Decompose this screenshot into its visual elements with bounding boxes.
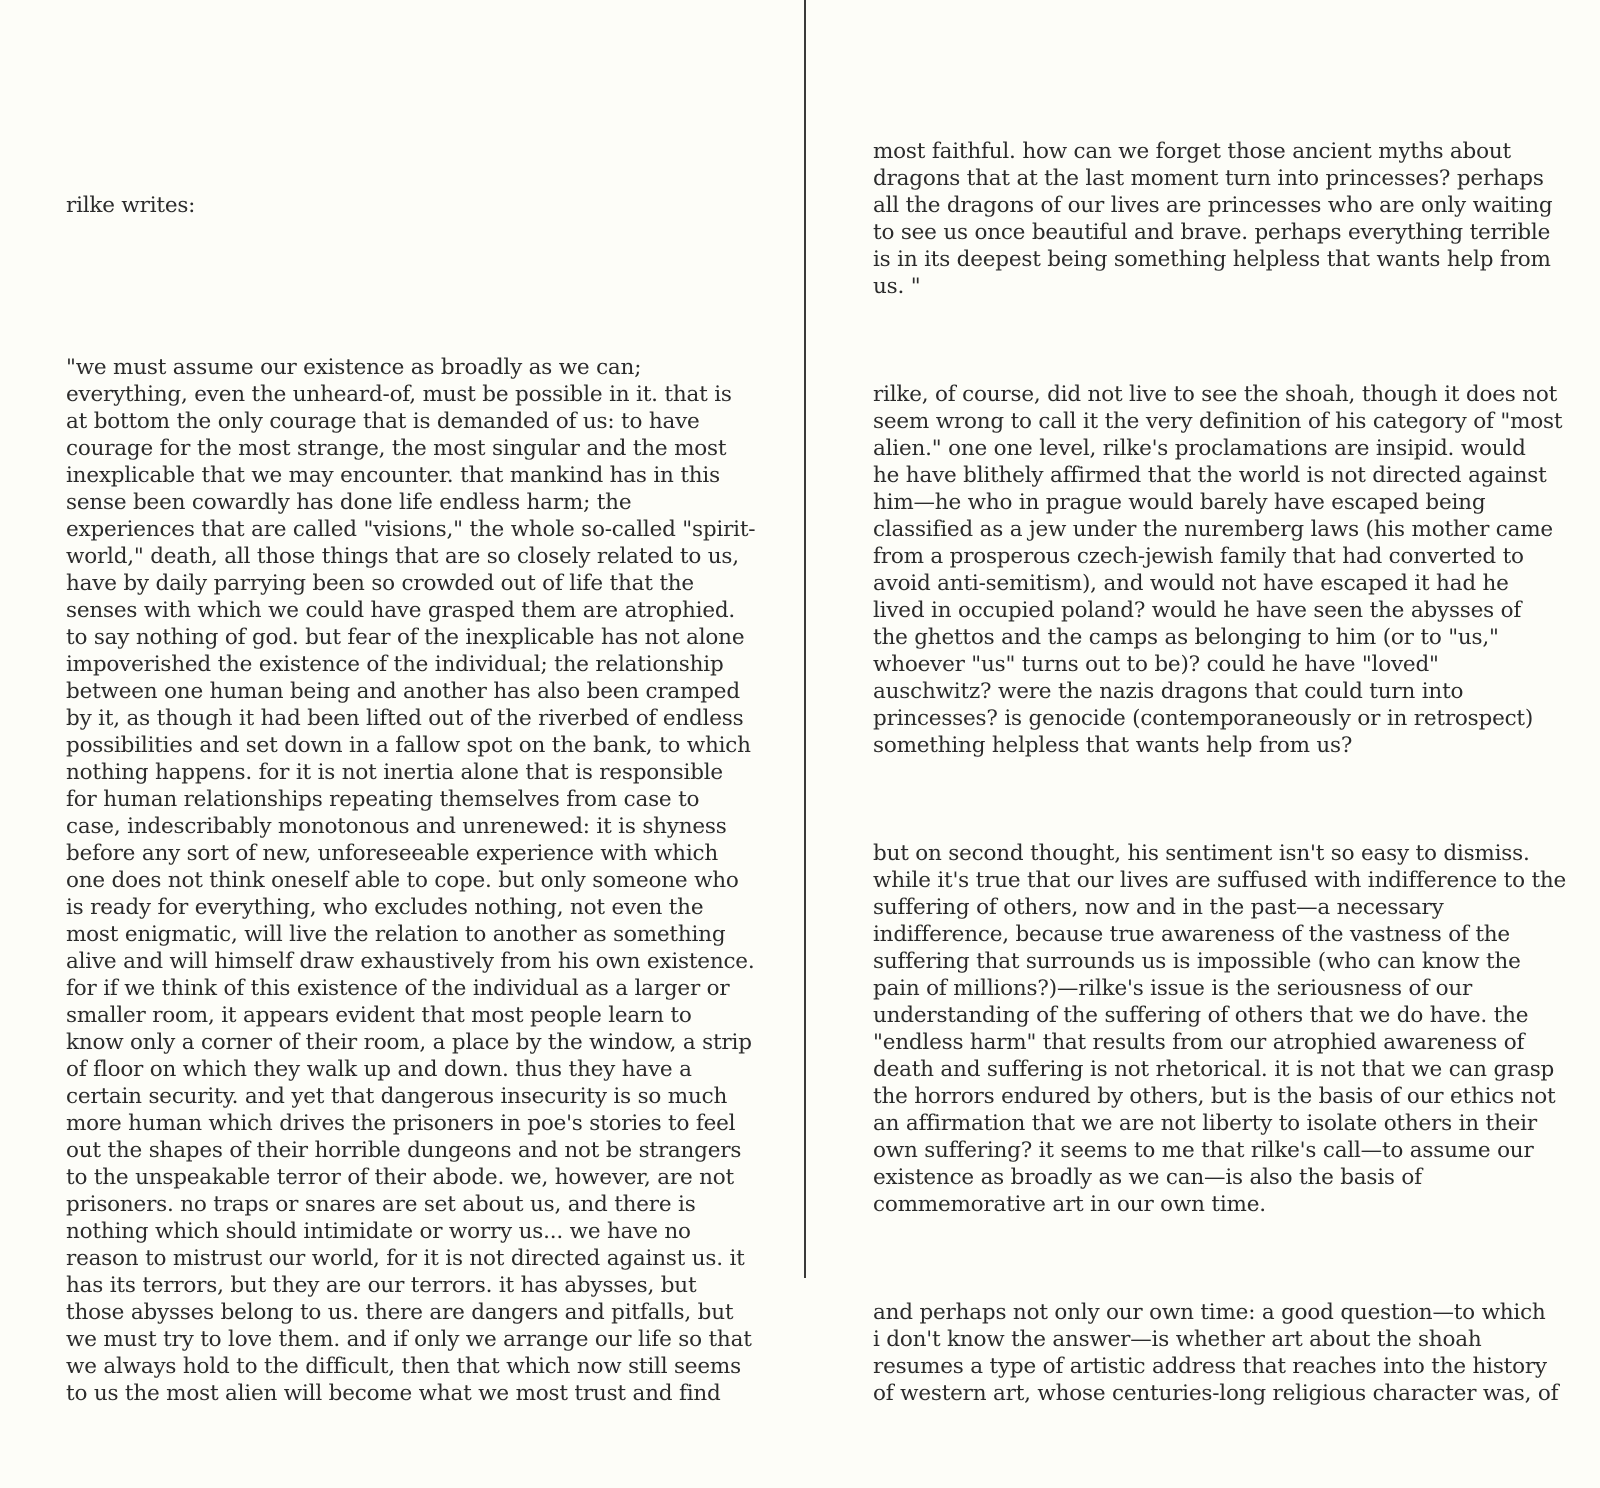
text-line: senses with which we could have grasped them are atrophied. bbox=[66, 598, 736, 623]
text-line: pain of millions?)—rilke's issue is the seriousness of our bbox=[873, 976, 1473, 1001]
text-line: he have blithely affirmed that the world is not directed against bbox=[873, 463, 1547, 488]
text-line: smaller room, it appears evident that most people learn to bbox=[66, 1003, 692, 1028]
text-line: suffering of others, now and in the past—a necessary bbox=[873, 895, 1444, 920]
text-line: has its terrors, but they are our terrors. it has abysses, but bbox=[66, 1273, 697, 1298]
text-line: to the unspeakable terror of their abode. we, however, are not bbox=[66, 1165, 734, 1190]
right-page bbox=[808, 0, 1600, 1406]
text-line: something helpless that wants help from us? bbox=[873, 733, 1353, 758]
text-line: those abysses belong to us. there are dangers and pitfalls, but bbox=[66, 1300, 734, 1325]
text-line: but on second thought, his sentiment isn't so easy to dismiss. bbox=[873, 841, 1530, 866]
text-line: us. " bbox=[873, 274, 921, 299]
text-line: nothing which should intimidate or worry us... we have no bbox=[66, 1219, 691, 1244]
text-line: at bottom the only courage that is demanded of us: to have bbox=[66, 409, 700, 434]
text-line: commemorative art in our own time. bbox=[873, 1192, 1266, 1217]
paragraph-1 bbox=[873, 138, 1583, 300]
text-line: all the dragons of our lives are princesses who are only waiting bbox=[873, 193, 1553, 218]
text-line: him—he who in prague would barely have escaped being bbox=[873, 490, 1486, 515]
text-line: nothing happens. for it is not inertia alone that is responsible bbox=[66, 760, 723, 785]
text-line: princesses? is genocide (contemporaneously or in retrospect) bbox=[873, 706, 1534, 731]
text-line: before any sort of new, unforeseeable experience with which bbox=[66, 841, 718, 866]
text-line: is ready for everything, who excludes nothing, not even the bbox=[66, 895, 704, 920]
text-line: and perhaps not only our own time: a good question—to which bbox=[873, 1300, 1546, 1325]
paragraph-3 bbox=[873, 840, 1583, 1218]
text-line: more human which drives the prisoners in poe's stories to feel bbox=[66, 1111, 736, 1136]
text-line: impoverished the existence of the individual; the relationship bbox=[66, 652, 724, 677]
text-line: prisoners. no traps or snares are set about us, and there is bbox=[66, 1192, 696, 1217]
text-line: understanding of the suffering of others that we do have. the bbox=[873, 1003, 1529, 1028]
text-line: while it's true that our lives are suffused with indifference to the bbox=[873, 868, 1567, 893]
text-line: we always hold to the difficult, then that which now still seems bbox=[66, 1354, 741, 1379]
text-line: everything, even the unheard-of, must be possible in it. that is bbox=[66, 382, 732, 407]
heading bbox=[66, 138, 786, 273]
text-line: the ghettos and the camps as belonging to him (or to "us," bbox=[873, 625, 1499, 650]
text-line: "endless harm" that results from our atrophied awareness of bbox=[873, 1030, 1525, 1055]
text-line: whoever "us" turns out to be)? could he have "loved" bbox=[873, 652, 1439, 677]
left-page bbox=[0, 0, 805, 1406]
text-line: is in its deepest being something helpless that wants help from bbox=[873, 247, 1551, 272]
text-line: most enigmatic, will live the relation to another as something bbox=[66, 922, 726, 947]
text-line: existence as broadly as we can—is also the basis of bbox=[873, 1165, 1422, 1190]
text-line: know only a corner of their room, a place by the window, a strip bbox=[66, 1030, 752, 1055]
text-line: reason to mistrust our world, for it is not directed against us. it bbox=[66, 1246, 745, 1271]
paragraph-4 bbox=[873, 1299, 1583, 1407]
text-line: of western art, whose centuries-long religious character was, of bbox=[873, 1381, 1559, 1406]
paragraph-2 bbox=[873, 381, 1583, 759]
text-line: for if we think of this existence of the individual as a larger or bbox=[66, 976, 730, 1001]
text-line: experiences that are called "visions," the whole so-called "spirit- bbox=[66, 517, 756, 542]
text-line: of floor on which they walk up and down. thus they have a bbox=[66, 1057, 692, 1082]
text-line: case, indescribably monotonous and unrenewed: it is shyness bbox=[66, 814, 727, 839]
quote-paragraph bbox=[66, 354, 786, 1407]
text-line: possibilities and set down in a fallow spot on the bank, to which bbox=[66, 733, 751, 758]
text-line: sense been cowardly has done life endless harm; the bbox=[66, 490, 632, 515]
text-line: "we must assume our existence as broadly as we can; bbox=[66, 355, 642, 380]
text-line: between one human being and another has also been cramped bbox=[66, 679, 740, 704]
text-line: courage for the most strange, the most singular and the most bbox=[66, 436, 727, 461]
text-line: we must try to love them. and if only we arrange our life so that bbox=[66, 1327, 752, 1352]
text-line: from a prosperous czech-jewish family that had converted to bbox=[873, 544, 1524, 569]
text-line: to say nothing of god. but fear of the inexplicable has not alone bbox=[66, 625, 745, 650]
text-line: alien." one one level, rilke's proclamations are insipid. would bbox=[873, 436, 1526, 461]
text-line: lived in occupied poland? would he have seen the abysses of bbox=[873, 598, 1522, 623]
text-line: by it, as though it had been lifted out of the riverbed of endless bbox=[66, 706, 744, 731]
text-line: alive and will himself draw exhaustively from his own existence. bbox=[66, 949, 755, 974]
text-line: one does not think oneself able to cope. but only someone who bbox=[66, 868, 739, 893]
text-line: own suffering? it seems to me that rilke's call—to assume our bbox=[873, 1138, 1534, 1163]
text-line: out the shapes of their horrible dungeons and not be strangers bbox=[66, 1138, 742, 1163]
text-line: have by daily parrying been so crowded out of life that the bbox=[66, 571, 694, 596]
text-line: the horrors endured by others, but is the basis of our ethics not bbox=[873, 1084, 1556, 1109]
text-line: most faithful. how can we forget those ancient myths about bbox=[873, 139, 1511, 164]
text-line: rilke, of course, did not live to see the shoah, though it does not bbox=[873, 382, 1558, 407]
text-line: world," death, all those things that are so closely related to us, bbox=[66, 544, 739, 569]
text-line: for human relationships repeating themselves from case to bbox=[66, 787, 700, 812]
text-line: avoid anti-semitism), and would not have escaped it had he bbox=[873, 571, 1509, 596]
heading-line: rilke writes: bbox=[66, 193, 196, 218]
text-line: seem wrong to call it the very definition of his category of "most bbox=[873, 409, 1563, 434]
left-page-text bbox=[66, 84, 786, 1488]
text-line: certain security. and yet that dangerous insecurity is so much bbox=[66, 1084, 728, 1109]
text-line: to see us once beautiful and brave. perhaps everything terrible bbox=[873, 220, 1551, 245]
text-line: dragons that at the last moment turn into princesses? perhaps bbox=[873, 166, 1544, 191]
page-divider bbox=[804, 0, 806, 1278]
text-line: classified as a jew under the nuremberg laws (his mother came bbox=[873, 517, 1553, 542]
text-line: auschwitz? were the nazis dragons that could turn into bbox=[873, 679, 1464, 704]
text-line: to us the most alien will become what we most trust and find bbox=[66, 1381, 721, 1406]
text-line: inexplicable that we may encounter. that mankind has in this bbox=[66, 463, 720, 488]
text-line: suffering that surrounds us is impossible (who can know the bbox=[873, 949, 1521, 974]
text-line: an affirmation that we are not liberty to isolate others in their bbox=[873, 1111, 1537, 1136]
text-line: indifference, because true awareness of the vastness of the bbox=[873, 922, 1510, 947]
text-line: resumes a type of artistic address that reaches into the history bbox=[873, 1354, 1547, 1379]
right-page-text bbox=[873, 84, 1583, 1488]
text-line: death and suffering is not rhetorical. it is not that we can grasp bbox=[873, 1057, 1555, 1082]
text-line: i don't know the answer—is whether art about the shoah bbox=[873, 1327, 1482, 1352]
